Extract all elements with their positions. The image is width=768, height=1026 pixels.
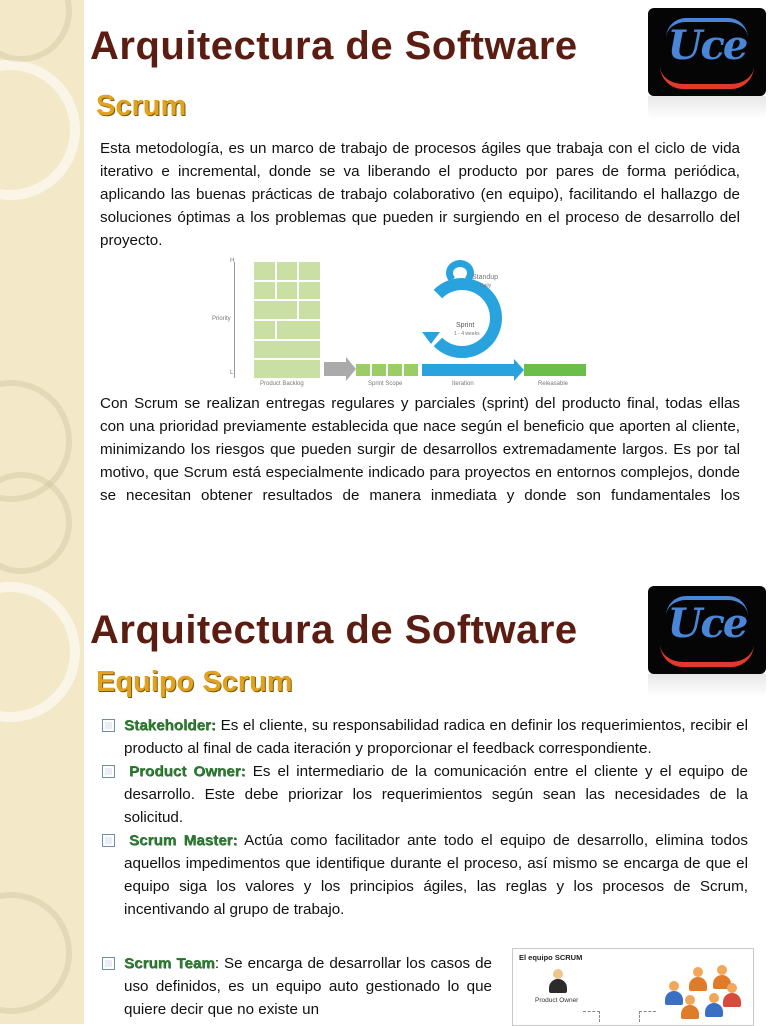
decorative-side-band (0, 512, 84, 1024)
slide-title: Arquitectura de Software (90, 24, 578, 68)
role-term: Stakeholder: (124, 717, 216, 734)
role-description: Es el intermediario de la comunicación entre el cliente y el equipo de desarrollo. Este debe priorizar los requerimientos según sean las necesidades de la solicitud. (124, 763, 749, 826)
team-member-icon (689, 967, 707, 991)
team-roles-list (100, 714, 748, 921)
daily-label: Daily (480, 283, 492, 289)
role-term: Product Owner: (129, 763, 246, 780)
logo-swoosh (660, 66, 754, 89)
standup-label: Standup (472, 274, 499, 281)
axis-low-label: L (230, 370, 234, 376)
role-term: Scrum Team (124, 955, 215, 972)
uce-logo (648, 8, 766, 96)
scrum-team-item (100, 952, 492, 1021)
axis-label: Priority (212, 316, 231, 322)
sprint-loop-icon (422, 278, 502, 358)
list-item-product-owner (100, 760, 748, 829)
decorative-circle (0, 582, 80, 722)
iteration-label: Iteration (452, 381, 474, 387)
role-description: Es el cliente, su responsabilidad radica en definir los requerimientos, recibir el producto al final de cada iteración y proporcionar el feedback correspondiente. (124, 717, 748, 757)
scrum-process-figure (208, 254, 592, 390)
connector-line (639, 1011, 656, 1022)
product-owner-label: Product Owner (535, 997, 579, 1004)
slide-subtitle: Equipo Scrum (96, 666, 293, 698)
team-figure-title: El equipo SCRUM (519, 953, 583, 962)
iteration-arrow (422, 364, 514, 376)
sprint-scope-label: Sprint Scope (368, 381, 403, 387)
intro-paragraph: Esta metodología, es un marco de trabajo de procesos ágiles que trabaja con el ciclo de vida iterativo e incremental, donde se va liberando el producto por pares de forma periódica, aplicando las buenas prácticas de trabajo colaborativo (en equipo), facilitando el hallazgo de soluciones óptimas a los problemas que pueden ir surgiendo en el proceso de desarrollo del proyecto. (100, 140, 740, 249)
logo-text: Uce (667, 22, 747, 69)
slide-scrum (0, 0, 768, 512)
list-item-stakeholder (100, 714, 748, 760)
logo-swoosh (660, 644, 754, 667)
product-owner-icon (549, 969, 567, 993)
sprint-scope-blocks (356, 364, 418, 376)
connector-line (583, 1011, 600, 1022)
list-item-scrum-team (100, 952, 492, 1021)
priority-axis (234, 262, 235, 378)
releasable-label: Releasable (538, 381, 569, 387)
role-description: : Se encarga de desarrollar los casos de uso definidos, es un equipo auto gestionado lo que quiere decir que no existe un (124, 955, 492, 1018)
team-member-icon (681, 995, 699, 1019)
team-member-icon (723, 983, 741, 1007)
loop-arrowhead-icon (422, 332, 440, 344)
decorative-side-band (0, 0, 84, 512)
product-backlog-blocks (254, 262, 320, 378)
checkbox-bullet-icon (102, 719, 115, 732)
slide-subtitle: Scrum (96, 90, 187, 122)
logo-text: Uce (667, 600, 747, 647)
axis-high-label: H (230, 258, 235, 264)
standup-loop-icon (446, 260, 474, 286)
decorative-circle (0, 60, 80, 200)
checkbox-bullet-icon (102, 834, 115, 847)
scrum-description-paragraph: Con Scrum se realizan entregas regulares y parciales (sprint) del producto final, todas ellas con una prioridad previamente establecida que nace según el beneficio que aporten al cliente, minimizando los riesgos que pueden surgir de desarrollos extremadamente largos. Es por tal motivo, que Scrum está especialmente indicado para proyectos en entornos complejos, donde se necesitan obtener resultados de manera inmediata y donde son fundamentales los (100, 395, 740, 504)
sprint-duration-label: 1 - 4 weeks (454, 331, 480, 337)
checkbox-bullet-icon (102, 957, 115, 970)
releasable-bar (524, 364, 586, 376)
scrum-team-figure (512, 948, 754, 1026)
sprint-label: Sprint (456, 322, 475, 329)
role-description: Actúa como facilitador ante todo el equipo de desarrollo, elimina todos aquellos impedimentos que identifique durante el proceso, así mismo se encarga de que el equipo siga los valores y los principios ágiles, las reglas y los procesos de Scrum, incentivando al grupo de trabajo. (124, 832, 748, 918)
role-term: Scrum Master: (129, 832, 238, 849)
list-item-scrum-master (100, 829, 748, 921)
decorative-circle (0, 892, 72, 1014)
product-backlog-label: Product Backlog (260, 381, 304, 387)
logo-reflection (648, 674, 766, 698)
slide-title: Arquitectura de Software (90, 608, 578, 652)
checkbox-bullet-icon (102, 765, 115, 778)
gray-arrow (324, 362, 346, 376)
decorative-circle (0, 0, 72, 62)
team-member-icon (705, 993, 723, 1017)
logo-reflection (648, 96, 766, 120)
uce-logo (648, 586, 766, 674)
